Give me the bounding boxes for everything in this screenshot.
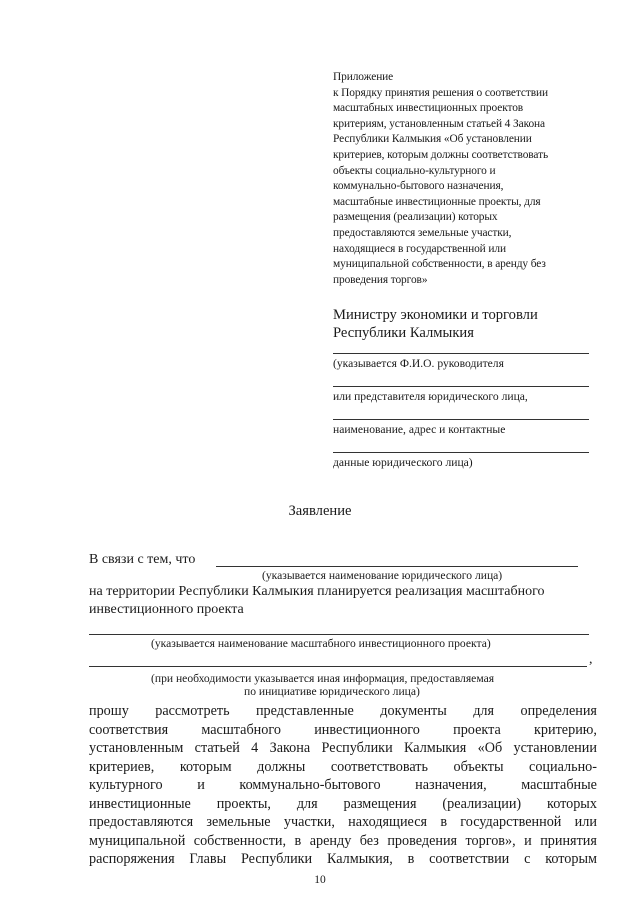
paragraph-line [89, 721, 597, 740]
paragraph-line [89, 813, 597, 832]
blank-line [333, 452, 589, 453]
word: (реализации) [442, 795, 522, 812]
intro-caption: (указывается наименование юридического лица) [262, 569, 503, 582]
word: объекты [453, 758, 504, 775]
word: критериев, [89, 758, 155, 775]
word: муниципальной [89, 832, 186, 849]
word: участки, [283, 814, 335, 830]
word: Закона [269, 740, 311, 756]
paragraph-line [89, 795, 597, 814]
word: определения [520, 703, 597, 719]
statement-line: на территории Республики Калмыкия планируется реализация масштабного [89, 584, 545, 599]
field-caption: наименование, адрес и контактные [333, 423, 506, 436]
appendix-line: критериев, которым должны соответствовать [333, 148, 549, 161]
word: проекты, [216, 795, 271, 812]
appendix-line: Республики Калмыкия «Об установлении [333, 133, 532, 146]
word: масштабного [201, 721, 281, 738]
word: Калмыкия, [326, 851, 393, 867]
appendix-line: предоставляются земельные участки, [333, 226, 512, 239]
blank-line [333, 386, 589, 387]
appendix-line: муниципальной собственности, в аренду без [333, 258, 546, 271]
word: распоряжения [89, 851, 175, 867]
word: представленные [255, 703, 354, 719]
word: культурного [89, 777, 163, 793]
paragraph-line [89, 776, 597, 795]
paragraph-line [89, 832, 597, 851]
word: соответствия [89, 721, 169, 738]
appendix-line: находящиеся в государственной или [333, 242, 506, 255]
applicant-field-4 [333, 452, 591, 470]
appendix-line: масштабных инвестиционных проектов [333, 102, 524, 115]
blank-line [89, 666, 587, 667]
word: которых [547, 795, 597, 812]
word: предоставляются [89, 814, 194, 830]
word: социально- [529, 758, 597, 775]
addressee [333, 306, 595, 342]
blank-line [216, 566, 578, 567]
word: назначения, [415, 777, 487, 793]
appendix-line: проведения торгов» [333, 273, 428, 286]
applicant-field-1 [333, 353, 591, 371]
field-caption: (указывается Ф.И.О. руководителя [333, 357, 504, 370]
word: проведения [387, 832, 458, 849]
word: собственности, [193, 832, 287, 849]
applicant-field-2 [333, 386, 591, 404]
word: рассмотреть [155, 703, 230, 719]
word: проекта [453, 721, 501, 738]
word: инвестиционного [314, 721, 420, 738]
paragraph-line [89, 850, 597, 869]
appendix-line: масштабные инвестиционные проекты, для [333, 195, 541, 208]
appendix-line: к Порядку принятия решения о соответствии [333, 86, 548, 99]
paragraph-line [89, 758, 597, 777]
word: прошу [89, 703, 129, 719]
word: Республики [240, 851, 313, 867]
request-paragraph [89, 702, 597, 869]
field-caption: данные юридического лица) [333, 456, 473, 469]
word: аренду [309, 832, 352, 849]
appendix-line: критериям, установленным статьей 4 Закона [333, 117, 545, 130]
word: «Об [477, 740, 503, 756]
word: принятия [540, 832, 597, 849]
other-info-caption: (при необходимости указывается иная информация, предоставляемая [151, 672, 495, 685]
word: которым [545, 851, 597, 867]
word: соответствовать [330, 758, 428, 775]
word: Главы [189, 851, 227, 867]
applicant-field-3 [333, 419, 591, 437]
blank-line [333, 419, 589, 420]
word: масштабные [521, 777, 597, 793]
word: для [296, 795, 318, 812]
word: документы [380, 703, 447, 719]
word: 4 [251, 740, 259, 756]
word: торгов», [465, 832, 516, 849]
addressee-line: Министру экономики и торговли [333, 307, 538, 323]
word: и [524, 832, 532, 849]
word: размещения [343, 795, 417, 812]
appendix-header [333, 70, 595, 288]
word: в [440, 814, 448, 830]
word: коммунально-бытового [239, 777, 381, 793]
word: и [197, 777, 205, 793]
appendix-line: объекты социально-культурного и [333, 164, 496, 177]
word: статьей [194, 740, 240, 756]
blank-line [333, 353, 589, 354]
word: критерию, [534, 721, 597, 738]
word: в [407, 851, 415, 867]
page-number: 10 [314, 874, 326, 886]
word: в [294, 832, 302, 849]
statement-intro: В связи с тем, что [89, 552, 196, 567]
word: должны [257, 758, 306, 775]
appendix-line: размещения (реализации) которых [333, 211, 498, 224]
paragraph-line [89, 739, 597, 758]
comma: , [589, 652, 593, 667]
statement-line: инвестиционного проекта [89, 602, 244, 617]
word: Калмыкия [404, 740, 467, 756]
appendix-line: коммунально-бытового назначения, [333, 180, 504, 193]
word: установленным [89, 740, 184, 756]
addressee-line: Республики Калмыкия [333, 325, 474, 341]
appendix-line: Приложение [333, 71, 394, 83]
paragraph-line [89, 702, 597, 721]
word: для [473, 703, 495, 719]
other-info-caption: по инициативе юридического лица) [244, 685, 420, 698]
word: с [524, 851, 531, 867]
word: находящиеся [348, 814, 428, 830]
document-heading: Заявление [288, 503, 352, 519]
word: без [359, 832, 379, 849]
word: соответствии [429, 851, 510, 867]
project-caption: (указывается наименование масштабного инвестиционного проекта) [151, 637, 491, 650]
word: которым [179, 758, 232, 775]
word: Республики [321, 740, 393, 756]
word: инвестиционные [89, 795, 191, 812]
word: или [574, 814, 597, 830]
blank-line [89, 634, 589, 635]
field-caption: или представителя юридического лица, [333, 390, 528, 403]
word: государственной [460, 814, 562, 830]
word: установлении [513, 740, 597, 756]
word: земельные [206, 814, 271, 830]
